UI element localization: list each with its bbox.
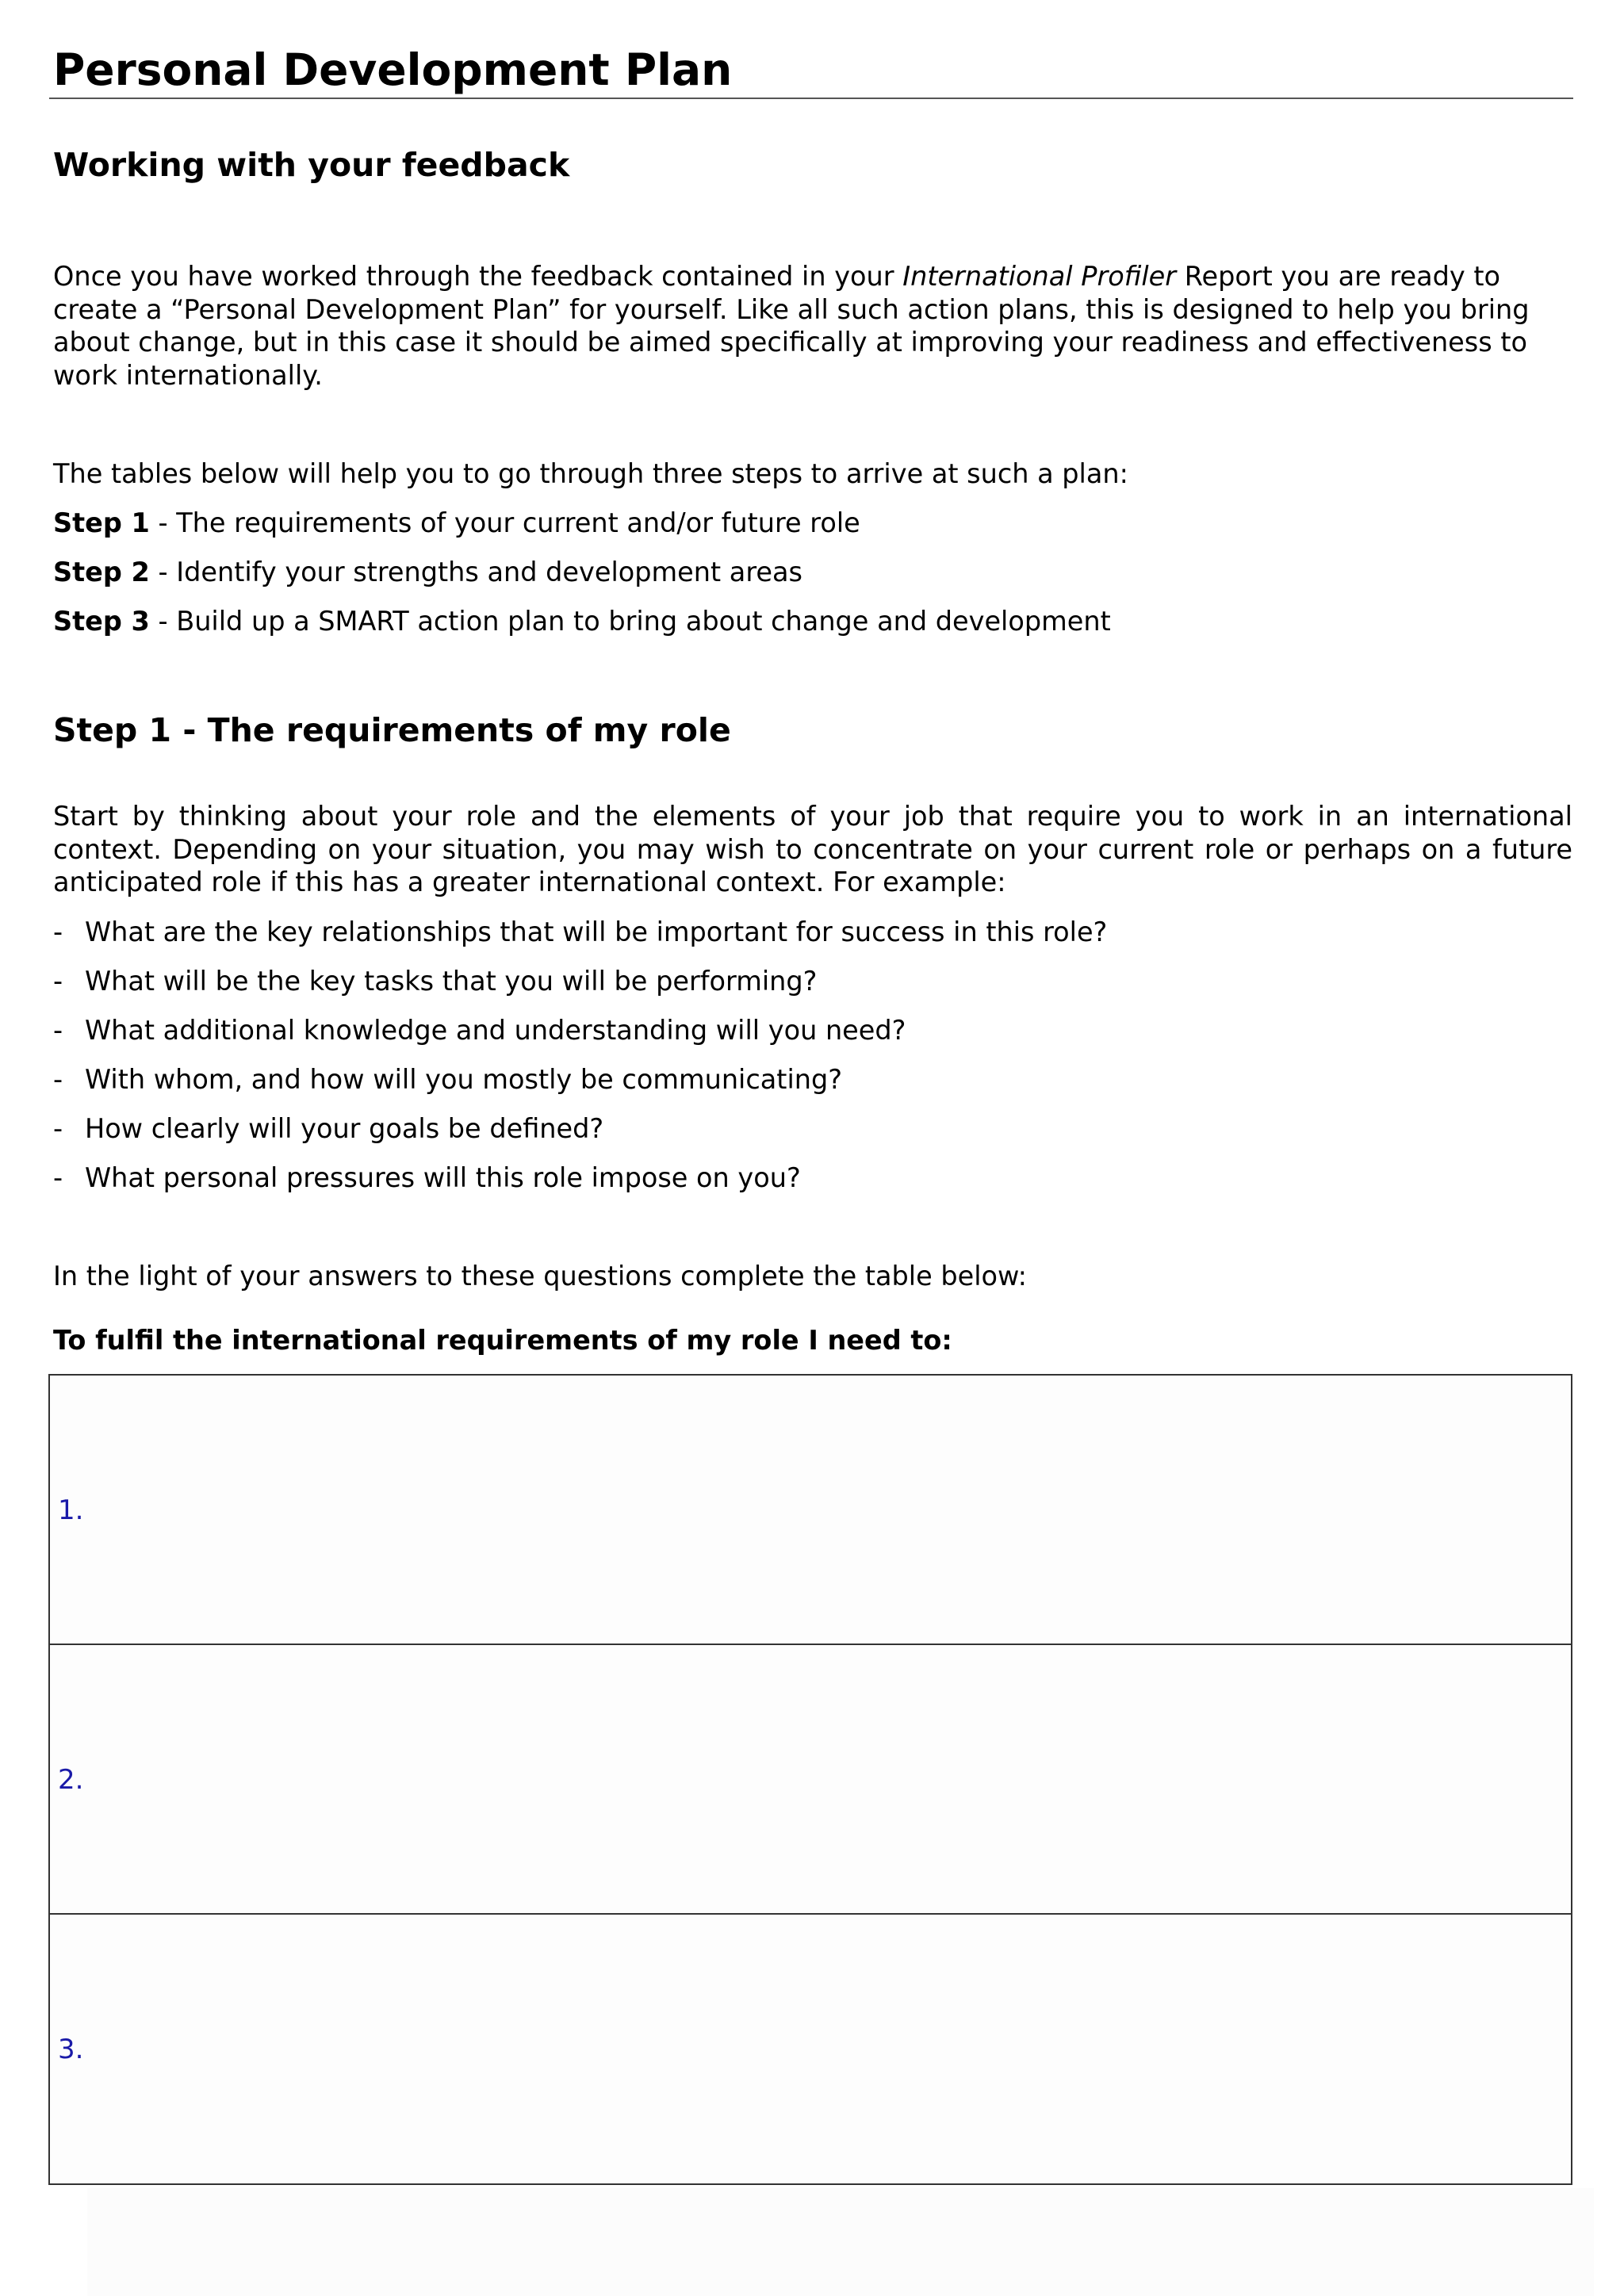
section-heading-feedback: Working with your feedback [53, 146, 570, 184]
dash-bullet: - [53, 1015, 63, 1046]
step-label: Step 2 [53, 557, 150, 587]
dash-bullet: - [53, 1162, 63, 1193]
tables-intro: The tables below will help you to go through three steps to arrive at such a plan: [53, 458, 1128, 489]
requirements-table-label: To fulfil the international requirements of my role I need to: [53, 1325, 952, 1356]
step-item [53, 605, 1111, 638]
step-text: - Build up a SMART action plan to bring about change and development [149, 606, 1111, 637]
question-text: What personal pressures will this role impose on you? [85, 1162, 801, 1193]
step-label: Step 1 [53, 507, 150, 538]
requirements-table [48, 1374, 1572, 2185]
row-number: 2. [58, 1764, 84, 1796]
step-text: - The requirements of your current and/or future role [149, 507, 860, 538]
question-item [53, 1014, 906, 1047]
question-text: What are the key relationships that will be important for success in this role? [85, 916, 1108, 947]
role-intro-paragraph: Start by thinking about your role and the elements of your job that require you to work in an international context. Depending on your situation, you may wish to concentrate on your current role or perhaps on a future anticipated role if this has a greater international context. For example: [53, 801, 1572, 897]
row-number: 1. [58, 1494, 84, 1526]
question-item [53, 1112, 603, 1146]
question-text: With whom, and how will you mostly be communicating? [85, 1064, 843, 1095]
report-name: International Profiler [902, 261, 1177, 292]
requirement-row-3[interactable] [50, 1915, 1571, 2183]
title-divider [49, 98, 1573, 99]
requirement-row-1[interactable] [50, 1376, 1571, 1645]
intro-text-start: Once you have worked through the feedback contained in your [53, 261, 903, 292]
page-bottom-area [87, 2188, 1594, 2296]
table-instructions: In the light of your answers to these questions complete the table below: [53, 1261, 1027, 1292]
section-heading-step1: Step 1 - The requirements of my role [53, 711, 731, 749]
step-item [53, 556, 802, 589]
step-text: - Identify your strengths and development areas [149, 557, 802, 587]
dash-bullet: - [53, 1113, 63, 1144]
requirement-row-2[interactable] [50, 1645, 1571, 1915]
intro-paragraph [53, 260, 1572, 392]
question-text: How clearly will your goals be defined? [85, 1113, 604, 1144]
page-title: Personal Development Plan [53, 44, 733, 95]
question-item [53, 1161, 801, 1195]
question-item [53, 965, 817, 998]
dash-bullet: - [53, 1064, 63, 1095]
question-item [53, 916, 1107, 949]
question-item [53, 1063, 842, 1096]
dash-bullet: - [53, 916, 63, 947]
question-text: What additional knowledge and understanding will you need? [85, 1015, 906, 1046]
step-label: Step 3 [53, 606, 150, 637]
step-item [53, 507, 860, 540]
dash-bullet: - [53, 966, 63, 997]
row-number: 3. [58, 2034, 84, 2065]
question-text: What will be the key tasks that you will be performing? [85, 966, 818, 997]
intro-text-end: Report you are ready to create a “Personal Development Plan” for yourself. Like all such action plans, this is designed to help you bring about change, but in this case it should be aimed specifically at improving your readiness and effectiveness to work internationally. [53, 261, 1530, 391]
